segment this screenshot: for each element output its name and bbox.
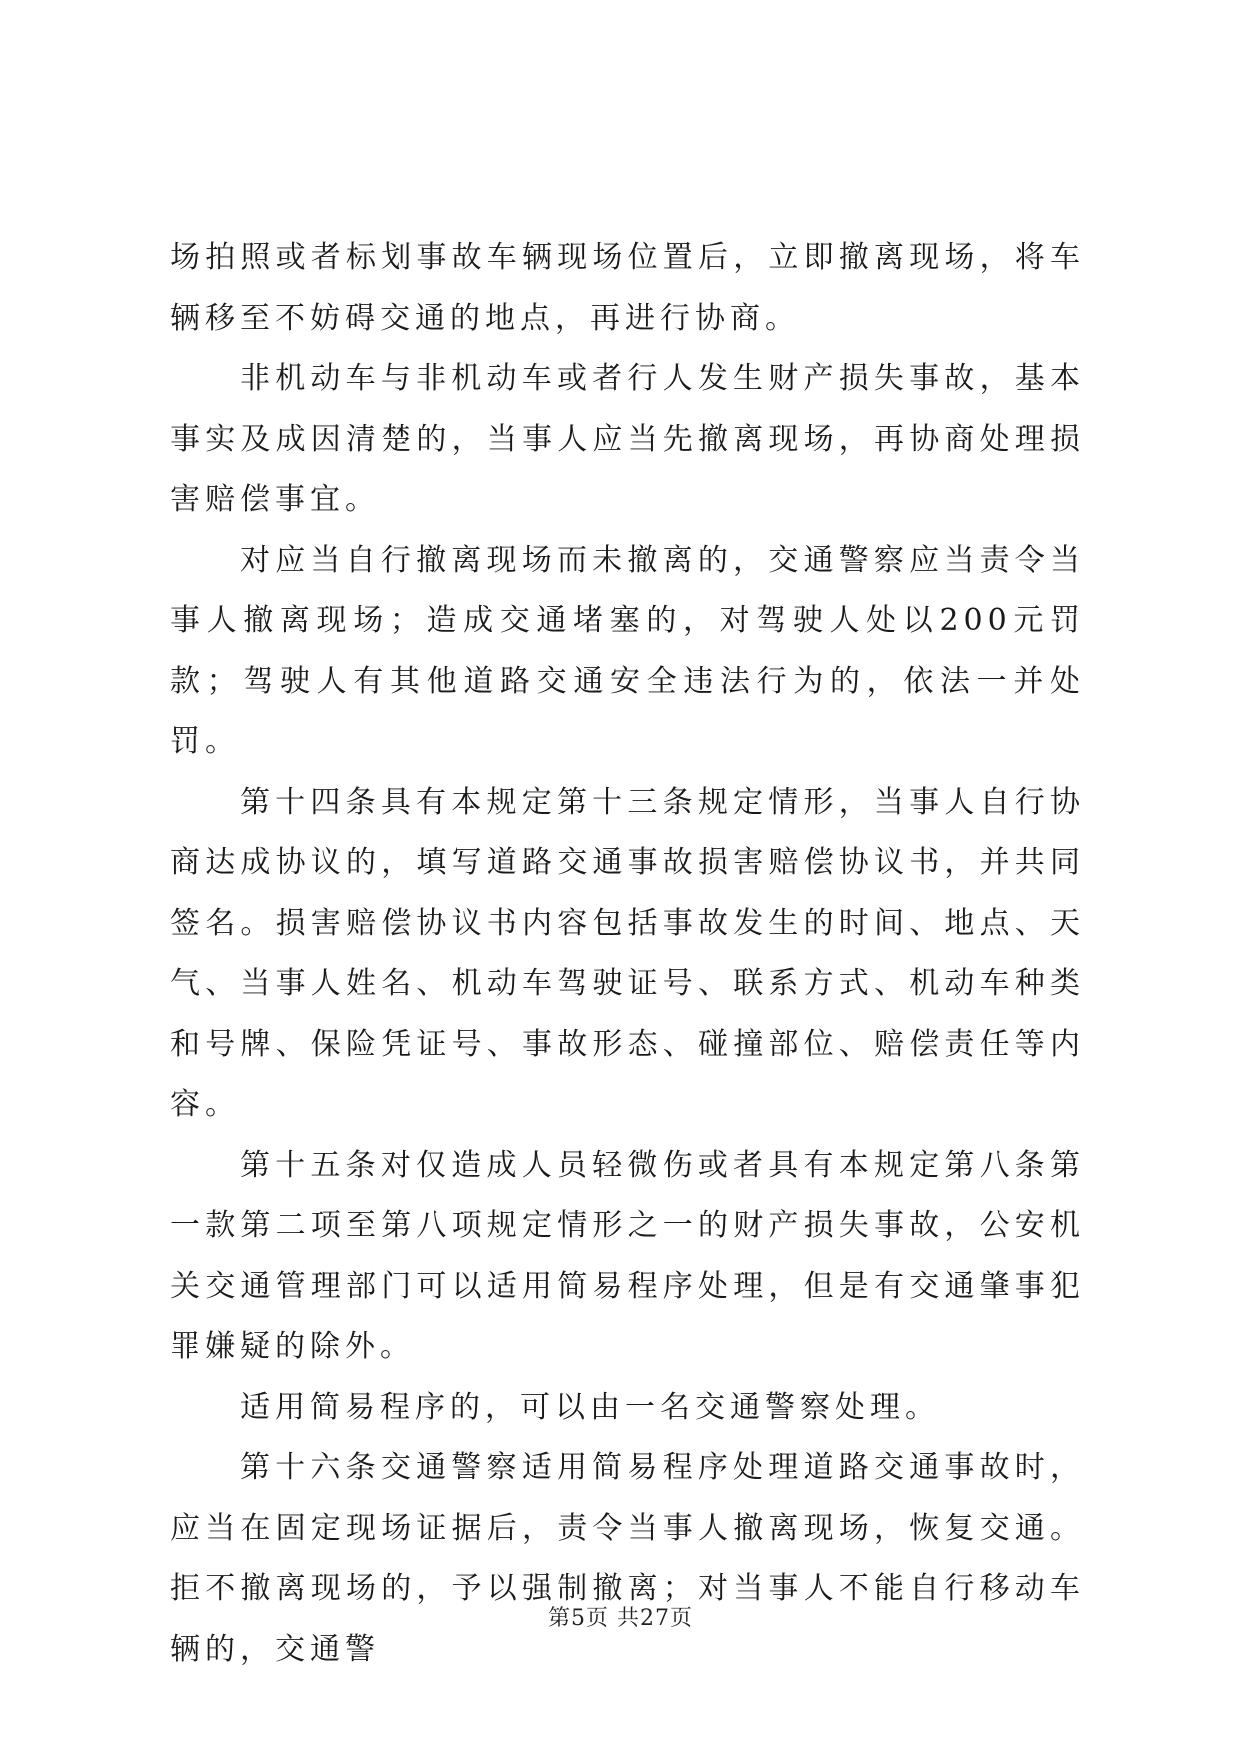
document-body [170,228,1085,1680]
paragraph-6: 适用简易程序的，可以由一名交通警察处理。 [240,1389,940,1425]
page-number-footer: 第5页 共27页 [548,1606,693,1631]
paragraph-7: 第十六条交通警察适用简易程序处理道路交通事故时，应当在固定现场证据后，责令当事人撤离现场，恢复交通。拒不撤离现场的，予以强制撤离；对当事人不能自行移动车辆的，交通警 [170,1450,1085,1667]
paragraph-2: 非机动车与非机动车或者行人发生财产损失事故，基本事实及成因清楚的，当事人应当先撤离现场，再协商处理损害赔偿事宜。 [170,361,1085,517]
paragraph-1: 场拍照或者标划事故车辆现场位置后，立即撤离现场，将车辆移至不妨碍交通的地点，再进行协商。 [170,240,1085,336]
paragraph-4: 第十四条具有本规定第十三条规定情形，当事人自行协商达成协议的，填写道路交通事故损害赔偿协议书，并共同签名。损害赔偿协议书内容包括事故发生的时间、地点、天气、当事人姓名、机动车驾驶证号、联系方式、机动车种类和号牌、保险凭证号、事故形态、碰撞部位、赔偿责任等内容。 [170,784,1085,1122]
paragraph-5: 第十五条对仅造成人员轻微伤或者具有本规定第八条第一款第二项至第八项规定情形之一的财产损失事故，公安机关交通管理部门可以适用简易程序处理，但是有交通肇事犯罪嫌疑的除外。 [170,1147,1085,1364]
paragraph-3: 对应当自行撤离现场而未撤离的，交通警察应当责令当事人撤离现场；造成交通堵塞的，对驾驶人处以200元罚款；驾驶人有其他道路交通安全违法行为的，依法一并处罚。 [170,542,1085,759]
